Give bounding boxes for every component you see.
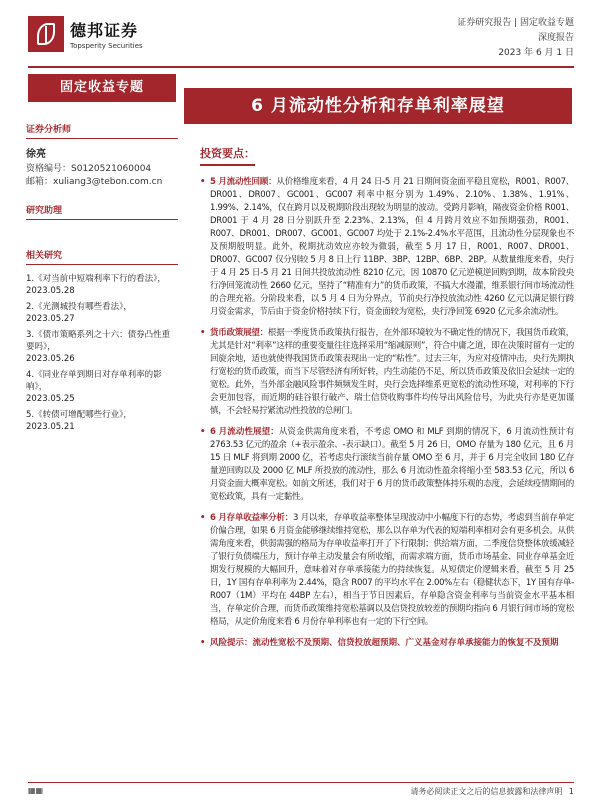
bullet-lead: 5 月流动性回顾：: [210, 177, 277, 187]
logo-leaf-icon: [28, 16, 64, 52]
bullet-text: 从资金供需角度来看，不考虑 OMO 和 MLF 到期的情况下，6 月流动性预计有 2763.53 亿元的盈余（+表示盈余、-表示缺口）。截至 5 月 26 日，OMO 存量为 180 亿元，且 6 月 15 日 MLF 将到期 2000 亿，若考虑央行滚续当前存量 OMO 至 6 月，并于 6 月完全收回 180 亿存量逆回购以及 2000 亿 MLF 所投放的流动性，那么 6 月流动性盈余将缩小至 583.53 亿元，所以 6 月资金面大概率宽松。如前文所述，我们对于 6 月的货币政策整体持乐观的态度，会延续疫情期间的宽松政策，具有一定黏性。: [210, 427, 574, 502]
summary-bullet: [200, 426, 574, 504]
related-item-title: 3.《债市策略系列之十六：债券凸性重要吗》，: [26, 330, 171, 352]
qr-code-icon: ▦▦: [28, 786, 44, 795]
related-item-title: 2.《光测城投有哪些看法》，: [26, 302, 132, 312]
report-date: 2023 年 6 月 1 日: [498, 48, 574, 58]
footer-divider: [28, 782, 574, 783]
related-research-label: 相关研究: [26, 248, 178, 265]
related-item-date: 2023.05.21: [26, 422, 75, 432]
summary-bullet: [200, 327, 574, 418]
related-item[interactable]: [26, 273, 178, 297]
brand-name-en: Topsperity Securities: [70, 42, 143, 50]
bullet-lead: 货币政策展望：: [210, 328, 268, 338]
research-assistant-label: 研究助理: [26, 203, 178, 220]
related-item[interactable]: [26, 409, 178, 433]
related-item-date: 2023.05.26: [26, 354, 75, 364]
summary-bullet: [200, 176, 574, 319]
bullet-text: 根据一季度货币政策执行报告，在外部环境较为不确定性的情况下，我国货币政策，尤其是针对“利率”这样的重要变量往往选择采用“缩减原则”，符合中庸之道，即在决策时留有一定的回旋余地，适也就使得我国货币政策表现出一定的“粘性”。过去三年，为应对疫情冲击，央行先期执行宽松的货币政策，而当下尽管经济有所好转，内生动能仍不足，所以货币政策及依旧会延续一定的宽松。此外，当外部金融风险事件频频发生时，央行会选择维系更宽松的流动性环境，对利率的下行会更加包容，而近期的硅谷银行破产、瑞士信贷收购事件均传导出风险信号，为此央行亦是更加谨慎，不会轻易拧紧流动性投放的总闸门。: [210, 328, 574, 416]
report-type: 证券研究报告 | 固定收益专题: [457, 18, 574, 28]
related-item-title: 5.《转债可增配哪些行业》，: [26, 410, 132, 420]
related-item[interactable]: [26, 329, 178, 365]
brand-name-cn: 德邦证券: [70, 21, 139, 40]
report-subtype: 深度报告: [537, 33, 574, 43]
related-item[interactable]: [26, 369, 178, 405]
side-title: 固定收益专题: [28, 74, 176, 102]
bullet-lead: 6 月流动性展望：: [210, 427, 279, 437]
related-item-date: 2023.05.28: [26, 286, 75, 296]
summary-bullet: [200, 512, 574, 629]
related-item[interactable]: [26, 301, 178, 325]
related-item-title: 4.《同业存单到期日对存单利率的影响》，: [26, 370, 162, 392]
left-column: [26, 122, 178, 437]
related-item-date: 2023.05.27: [26, 314, 75, 324]
risk-warning: • 风险提示：流动性宽松不及预期、信贷投放超预期、广义基金对存单承接能力的恢复不及预期: [200, 637, 574, 650]
bullet-text: 3 月以来，存单收益率整体呈现波动中小幅度下行的态势，考虑到当前存单定价偏合理，如果 6 月资金能够继续维持宽松，那么以存单为代表的短端利率相对会有更多机会。从供需角度来看，供弱需强的格局为存单收益率打开了下行限制；供给端方面，二季度信贷整体放缓减轻了银行负债端压力，预计存单主动发量会有所收缩，而需求端方面，货币市场基金、同业存单基金近期发行规模的大幅回升，意味着对存单承接能力的持续恢复。从短债定价逻辑来看，截至 5 月 25 日，1Y 国有存单利率为 2.44%，隐含 R007 的平均水平在 2.00%左右（稳健状态下，1Y 国有存单-R007（1M）平均在 44BP 左右），相当于节日因素后，存单隐含资金利率与当前资金水平基本相当，存单定价合理，而货币政策维持宽松基调以及信贷投放较差的预期均指向 6 月银行间市场的宽松格局，从定价角度来看 6 月份存单利率也有一定的下行空间。: [210, 513, 574, 627]
page-number: 1: [568, 787, 574, 796]
summary-section: [200, 142, 574, 650]
analyst-label: 证券分析师: [26, 122, 178, 139]
disclaimer-text: 请务必阅读正文之后的信息披露和法律声明: [410, 787, 563, 796]
bullet-text: 从价格维度来看，4 月 24 日-5 月 21 日期间资金面平稳且宽松，R001、R007、DR001、DR007、GC001、GC007 利率中枢分别为 1.49%、2.10%、1.38%、1.91%、1.99%、2.14%，仅在跨月以及税期阶段出现较为明显的波动。受跨月影响，隔夜资金价格 R001、DR001 于 4 月 28 日分别跃升至 2.23%、2.13%，但 4 月跨月效应不如预期强劲，R001、R007、DR001、DR007、GC001、GC007 均处于 2.1%-2.4%水平范围，且流动性分层现象也不及预期般明显。此外，税期扰动效应亦较为微弱，截至 5 月 17 日，R001、R007、DR001、DR007、GC007 仅分别较 5 月 8 日上行 11BP、3BP、12BP、6BP、2BP。从数量维度来看，央行于 4 月 25 日-5 月 21 日间共投放流动性 8210 亿元，因 10870 亿元逆模逆回购到期，故本阶段央行净回笼流动性 2660 亿元，坚持了“精准有力”的货币政策，不搞大水漫灌，维系银行间市场流动性的合理充裕。分阶段来看，以 5 月 4 日为分界点，节前央行净投放流动性 4260 亿元以满足银行跨月资金需求，节后由于资金价格持续下行，资金面较为宽松，央行净回笼 6920 亿元多余流动性。: [210, 177, 574, 317]
related-item-title: 1.《对当前中短端利率下行的看法》，: [26, 274, 166, 284]
analyst-name: 徐亮: [26, 149, 46, 160]
analyst-cert: 资格编号：S0120521060004: [26, 164, 152, 174]
bullet-lead: 6 月存单收益率分析：: [210, 513, 293, 523]
header-divider: [28, 66, 574, 68]
footer-disclaimer: [410, 786, 574, 797]
related-item-date: 2023.05.25: [26, 394, 75, 404]
summary-heading: 投资要点：: [200, 145, 255, 166]
analyst-email[interactable]: 邮箱：xuliang3@tebon.com.cn: [26, 177, 163, 187]
brand-logo: [28, 16, 143, 52]
page-header: [0, 0, 600, 66]
main-title: 6 月流动性分析和存单利率展望: [184, 88, 572, 124]
report-meta: [457, 16, 574, 61]
